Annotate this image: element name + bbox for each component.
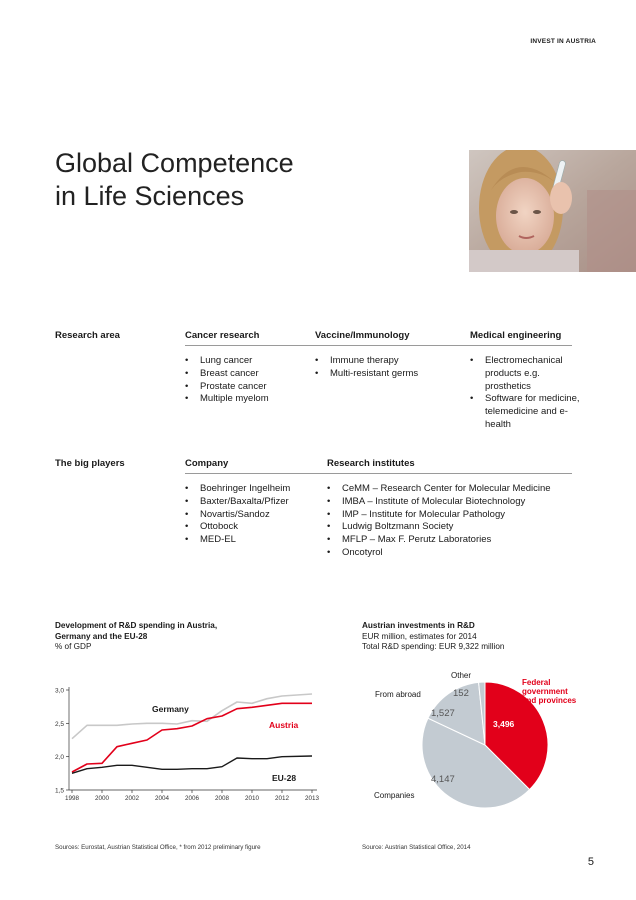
series-label-eu-28: EU-28 — [272, 773, 297, 783]
institutes-list — [327, 483, 587, 560]
x-tick-label: 2013 — [304, 795, 320, 802]
research-institutes-header: Research institutes — [327, 458, 415, 469]
list-item: • Baxter/Baxalta/Pfizer — [185, 496, 325, 509]
list-item: • Immune therapy — [315, 355, 465, 368]
line-chart-title-2: Germany and the EU-28 — [55, 631, 148, 641]
pie-label-other: Other — [451, 671, 472, 680]
list-item: • IMBA – Institute of Molecular Biotechnology — [327, 496, 587, 509]
page-title-line-2: in Life Sciences — [55, 181, 245, 211]
medical-list — [470, 355, 580, 432]
list-item: • Boehringer Ingelheim — [185, 483, 325, 496]
y-tick-label: 2,0 — [54, 754, 64, 762]
pie-chart-subtitle-1: EUR million, estimates for 2014 — [362, 631, 477, 641]
vaccine-list — [315, 355, 465, 381]
list-item: • Oncotyrol — [327, 547, 587, 560]
x-tick-label: 2008 — [214, 795, 230, 802]
research-divider — [185, 345, 572, 346]
line-chart-series — [72, 694, 312, 773]
vaccine-header: Vaccine/Immunology — [315, 330, 410, 341]
cancer-research-header: Cancer research — [185, 330, 260, 341]
series-label-austria: Austria — [269, 720, 299, 730]
list-item: • Lung cancer — [185, 355, 310, 368]
pie-chart-source: Source: Austrian Statistical Office, 2014 — [362, 844, 471, 851]
pie-chart-heading — [362, 621, 504, 653]
x-tick-label: 2006 — [184, 795, 200, 802]
y-tick-label: 2,5 — [54, 720, 64, 728]
list-item: • Novartis/Sandoz — [185, 509, 325, 522]
list-item: • Ottobock — [185, 521, 325, 534]
page-number: 5 — [587, 856, 594, 868]
list-item: • Breast cancer — [185, 368, 310, 381]
list-item: • MFLP – Max F. Perutz Laboratories — [327, 534, 587, 547]
list-item: • Ludwig Boltzmann Society — [327, 521, 587, 534]
list-item: • IMP – Institute for Molecular Pathology — [327, 509, 587, 522]
company-header: Company — [185, 458, 229, 469]
company-list — [185, 483, 325, 547]
line-chart-heading — [55, 621, 217, 653]
x-tick-label: 2010 — [244, 795, 260, 802]
x-tick-label: 2012 — [274, 795, 290, 802]
pie-value-from-abroad: 1,527 — [431, 708, 455, 719]
list-item: • Prostate cancer — [185, 381, 310, 394]
pie-chart — [360, 665, 610, 815]
list-item: • Software for medicine, telemedicine and e-health — [470, 393, 580, 431]
pie-value-federal: 3,496 — [493, 719, 515, 729]
medical-engineering-header: Medical engineering — [470, 330, 562, 341]
pie-label-companies: Companies — [374, 791, 415, 800]
line-chart-subtitle: % of GDP — [55, 642, 92, 651]
header-tag: INVEST IN AUSTRIA — [530, 38, 596, 45]
series-line-eu-28 — [72, 756, 312, 773]
list-item: • MED-EL — [185, 534, 325, 547]
series-line-germany — [72, 694, 312, 739]
series-line-austria — [72, 703, 312, 772]
pie-value-companies: 4,147 — [431, 774, 455, 785]
y-tick-label: 1,5 — [54, 787, 64, 795]
series-label-germany: Germany — [152, 704, 189, 714]
list-item: • Electromechanical products e.g. prosthetics — [470, 355, 580, 393]
big-players-header: The big players — [55, 458, 125, 469]
x-tick-label: 2000 — [94, 795, 110, 802]
pie-value-other: 152 — [453, 688, 469, 699]
x-tick-label: 2002 — [124, 795, 140, 802]
pie-chart-title: Austrian investments in R&D — [362, 621, 475, 630]
pie-label-federal-3: and provinces — [522, 696, 577, 705]
list-item: • Multiple myelom — [185, 393, 310, 406]
pie-label-from-abroad: From abroad — [375, 690, 421, 699]
pie-chart-subtitle-2: Total R&D spending: EUR 9,322 million — [362, 642, 505, 651]
y-tick-label: 3,0 — [54, 687, 64, 695]
line-chart-title-1: Development of R&D spending in Austria, — [55, 621, 218, 630]
pie-label-federal-2: government — [522, 687, 568, 696]
players-divider — [185, 473, 572, 474]
list-item: • CeMM – Research Center for Molecular Medicine — [327, 483, 587, 496]
x-tick-label: 2004 — [154, 795, 170, 802]
line-chart — [50, 675, 330, 810]
page-title — [55, 147, 294, 213]
page-title-line-1: Global Competence — [55, 148, 294, 178]
cancer-list — [185, 355, 310, 406]
list-item: • Multi-resistant germs — [315, 368, 465, 381]
pie-label-federal-1: Federal — [522, 678, 551, 687]
research-area-header: Research area — [55, 330, 120, 341]
x-tick-label: 1998 — [64, 795, 80, 802]
scientist-photo — [469, 150, 636, 272]
line-chart-source: Sources: Eurostat, Austrian Statistical Office, * from 2012 preliminary figure — [55, 844, 261, 851]
